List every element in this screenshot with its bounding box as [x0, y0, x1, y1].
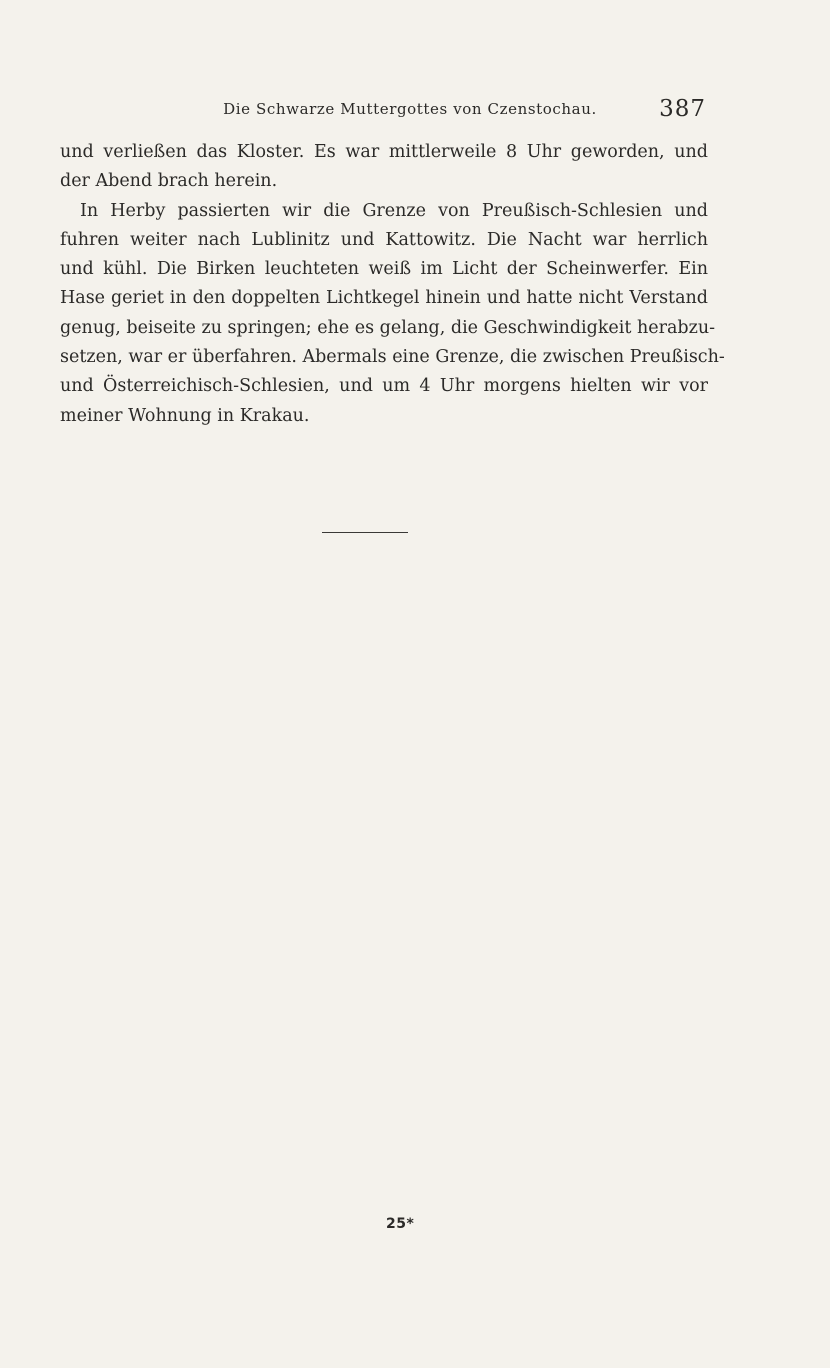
section-divider: [322, 532, 408, 533]
running-head: [60, 98, 710, 128]
text-line: und kühl. Die Birken leuchteten weiß im Licht der Scheinwerfer. Ein: [60, 259, 708, 280]
text-line: und Österreichisch-Schlesien, und um 4 Uhr morgens hielten wir vor: [60, 376, 708, 397]
text-line: Hase geriet in den doppelten Lichtkegel hinein und hatte nicht Verstand: [60, 288, 708, 309]
running-title: Die Schwarze Muttergottes von Czenstochau.: [223, 100, 597, 118]
printer-signature: 25*: [386, 1216, 415, 1232]
text-line: setzen, war er überfahren. Abermals eine Grenze, die zwischen Preußisch-: [60, 347, 725, 368]
text-line: der Abend brach herein.: [60, 171, 278, 192]
body-text: [60, 138, 725, 431]
text-line: meiner Wohnung in Krakau.: [60, 405, 310, 426]
page-number: 387: [659, 96, 706, 122]
text-line: und verließen das Kloster. Es war mittlerweile 8 Uhr geworden, und: [60, 142, 708, 162]
text-line: fuhren weiter nach Lublinitz und Kattowitz. Die Nacht war herrlich: [60, 229, 708, 250]
text-line: genug, beiseite zu springen; ehe es gelang, die Geschwindigkeit herabzu-: [60, 317, 716, 338]
text-line: In Herby passierten wir die Grenze von Preußisch-Schlesien und: [80, 200, 708, 221]
